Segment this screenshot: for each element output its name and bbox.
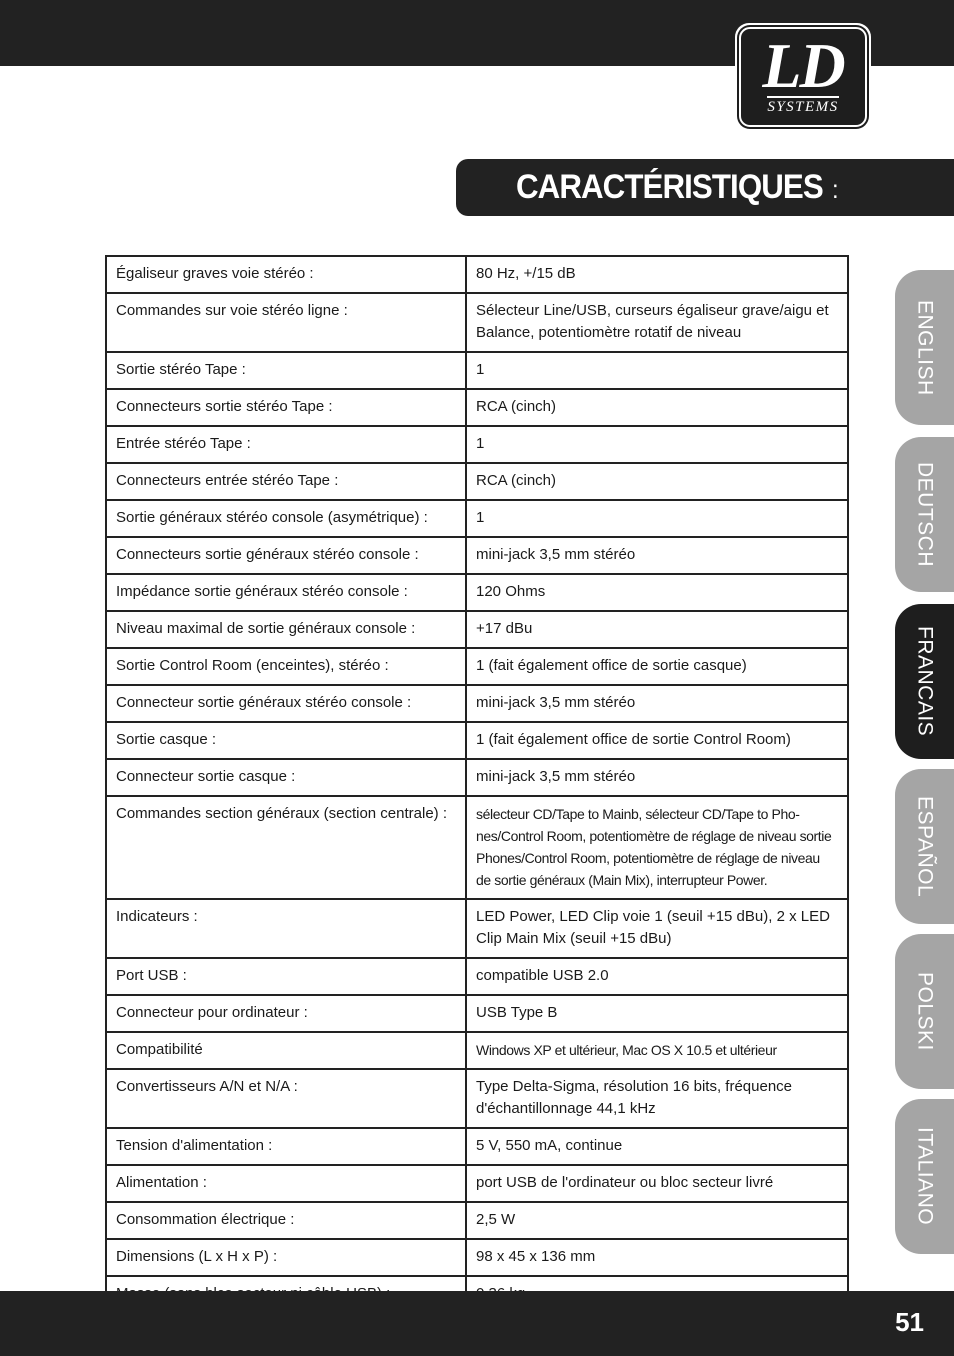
table-row [106, 1069, 848, 1128]
spec-value: port USB de l'ordinateur ou bloc secteur livré [466, 1165, 848, 1202]
spec-label: Sortie casque : [106, 722, 466, 759]
table-row [106, 426, 848, 463]
spec-value: 5 V, 550 mA, continue [466, 1128, 848, 1165]
language-tab-label: POLSKI [913, 972, 937, 1051]
spec-label: Port USB : [106, 958, 466, 995]
spec-label: Commandes sur voie stéréo ligne : [106, 293, 466, 352]
spec-value: 2,5 W [466, 1202, 848, 1239]
table-row [106, 995, 848, 1032]
section-title-text: CARACTÉRISTIQUES [516, 168, 823, 206]
table-row [106, 958, 848, 995]
table-row [106, 463, 848, 500]
spec-label: Consommation électrique : [106, 1202, 466, 1239]
table-row [106, 293, 848, 352]
spec-value: compatible USB 2.0 [466, 958, 848, 995]
language-tab-label: ITALIANO [913, 1127, 937, 1226]
table-row [106, 352, 848, 389]
language-tab-polski[interactable] [895, 934, 954, 1089]
table-row [106, 722, 848, 759]
language-tab-francais[interactable] [895, 604, 954, 759]
spec-label: Convertisseurs A/N et N/A : [106, 1069, 466, 1128]
page-number: 51 [895, 1307, 924, 1337]
language-tab-label: ENGLISH [913, 299, 937, 396]
spec-value: 80 Hz, +/15 dB [466, 256, 848, 293]
table-row [106, 685, 848, 722]
spec-value: 98 x 45 x 136 mm [466, 1239, 848, 1276]
spec-label: Connecteur sortie casque : [106, 759, 466, 796]
section-title-bar [456, 159, 954, 216]
spec-label: Connecteur pour ordinateur : [106, 995, 466, 1032]
spec-label: Dimensions (L x H x P) : [106, 1239, 466, 1276]
spec-value: RCA (cinch) [466, 389, 848, 426]
spec-value: +17 dBu [466, 611, 848, 648]
spec-label: Alimentation : [106, 1165, 466, 1202]
ld-systems-logo [735, 23, 871, 131]
spec-value: 120 Ohms [466, 574, 848, 611]
section-title [516, 168, 838, 207]
language-tab-label: DEUTSCH [913, 461, 937, 567]
table-row [106, 611, 848, 648]
spec-value: 1 (fait également office de sortie casque) [466, 648, 848, 685]
logo-sub-text: SYSTEMS [767, 96, 838, 116]
language-tab-english[interactable] [895, 270, 954, 425]
logo-main-text: LD [762, 30, 844, 101]
language-tab-label: ESPAÑOL [913, 795, 937, 898]
table-row [106, 1239, 848, 1276]
table-row [106, 1032, 848, 1069]
spec-label: Sortie stéréo Tape : [106, 352, 466, 389]
table-row [106, 537, 848, 574]
spec-label: Égaliseur graves voie stéréo : [106, 256, 466, 293]
spec-value: Type Delta-Sigma, résolution 16 bits, fréquence d'échantillonnage 44,1 kHz [466, 1069, 848, 1128]
spec-value: mini-jack 3,5 mm stéréo [466, 685, 848, 722]
spec-value: 1 (fait également office de sortie Control Room) [466, 722, 848, 759]
spec-value: RCA (cinch) [466, 463, 848, 500]
spec-label: Connecteurs sortie généraux stéréo console : [106, 537, 466, 574]
section-title-colon: : [831, 174, 838, 204]
table-row [106, 574, 848, 611]
spec-label: Connecteurs entrée stéréo Tape : [106, 463, 466, 500]
table-row [106, 1165, 848, 1202]
table-row [106, 759, 848, 796]
spec-label: Connecteurs sortie stéréo Tape : [106, 389, 466, 426]
spec-value: LED Power, LED Clip voie 1 (seuil +15 dBu), 2 x LED Clip Main Mix (seuil +15 dBu) [466, 899, 848, 958]
spec-value: Sélecteur Line/USB, curseurs égaliseur grave/aigu et Balance, potentiomètre rotatif de niveau [466, 293, 848, 352]
spec-value: 1 [466, 426, 848, 463]
table-row [106, 389, 848, 426]
language-tab-label: FRANCAIS [913, 626, 937, 737]
spec-label: Indicateurs : [106, 899, 466, 958]
table-row [106, 256, 848, 293]
language-tab-italiano[interactable] [895, 1099, 954, 1254]
spec-value: USB Type B [466, 995, 848, 1032]
spec-label: Sortie Control Room (enceintes), stéréo : [106, 648, 466, 685]
table-row [106, 899, 848, 958]
table-row [106, 1202, 848, 1239]
table-row [106, 1128, 848, 1165]
spec-value: sélecteur CD/Tape to Mainb, sélecteur CD/Tape to Pho-nes/Control Room, potentiomètre de réglage de niveau sortie Phones/Control Room, potentiomètre de réglage de niveau de sortie généraux (Main Mix), interrupteur Power. [466, 796, 848, 899]
spec-label: Entrée stéréo Tape : [106, 426, 466, 463]
specifications-table [105, 255, 849, 1351]
table-row [106, 796, 848, 899]
spec-value: 1 [466, 500, 848, 537]
spec-value: mini-jack 3,5 mm stéréo [466, 537, 848, 574]
spec-label: Tension d'alimentation : [106, 1128, 466, 1165]
logo-badge [739, 27, 867, 127]
spec-label: Impédance sortie généraux stéréo console : [106, 574, 466, 611]
spec-value: mini-jack 3,5 mm stéréo [466, 759, 848, 796]
spec-label: Compatibilité [106, 1032, 466, 1069]
spec-label: Niveau maximal de sortie généraux console : [106, 611, 466, 648]
language-tab-espanol[interactable] [895, 769, 954, 924]
spec-value: 1 [466, 352, 848, 389]
specifications-table-body [106, 256, 848, 1350]
spec-value: Windows XP et ultérieur, Mac OS X 10.5 et ultérieur [466, 1032, 848, 1069]
bottom-bar [0, 1291, 954, 1356]
language-tab-deutsch[interactable] [895, 437, 954, 592]
table-row [106, 648, 848, 685]
spec-label: Connecteur sortie généraux stéréo console : [106, 685, 466, 722]
spec-label: Sortie généraux stéréo console (asymétrique) : [106, 500, 466, 537]
table-row [106, 500, 848, 537]
spec-label: Commandes section généraux (section centrale) : [106, 796, 466, 899]
